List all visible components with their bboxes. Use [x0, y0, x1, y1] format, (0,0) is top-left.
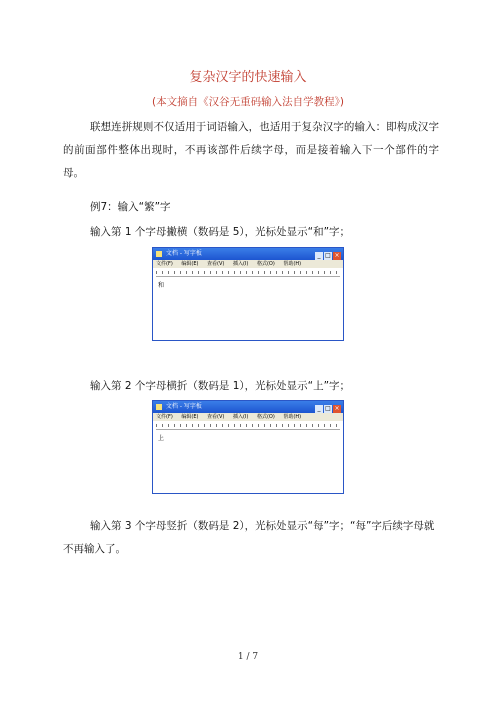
- document-subtitle: (本文摘自《汉谷无重码输入法自学教程》): [152, 96, 344, 108]
- window-title: 文档 - 写字板: [165, 403, 202, 410]
- menu-item: 格式(O): [256, 261, 275, 267]
- menu-item: 格式(O): [256, 414, 275, 420]
- step-3-text: 输入第 3 个字母竖折（数码是 2），光标处显示“每”字；“每”字后续字母就不再输入了。: [63, 520, 435, 555]
- step-2-text: 输入第 2 个字母横折（数码是 1），光标处显示“上”字；: [90, 380, 351, 392]
- wordpad-screenshot-2: [152, 400, 344, 494]
- example-label: 例7：输入“繁”字: [90, 201, 171, 213]
- menu-item: 帮助(H): [283, 414, 302, 420]
- menu-item: 编辑(E): [181, 414, 199, 420]
- wordpad-icon: [156, 404, 162, 410]
- cursor-character: 上: [158, 435, 165, 442]
- wordpad-screenshot-1: [152, 247, 344, 341]
- menu-item: 文件(F): [156, 414, 173, 420]
- menu-item: 查看(V): [207, 414, 225, 420]
- document-area: [153, 431, 343, 493]
- wordpad-icon: [156, 251, 162, 257]
- menu-item: 帮助(H): [283, 261, 302, 267]
- minimize-icon: _: [315, 405, 323, 413]
- menu-item: 查看(V): [207, 261, 225, 267]
- ruler: [156, 269, 340, 277]
- window-titlebar: [153, 248, 343, 260]
- page-number: 1 / 7: [237, 652, 259, 662]
- document-area: [153, 278, 343, 340]
- document-title: 复杂汉字的快速输入: [189, 70, 307, 85]
- maximize-icon: □: [325, 252, 331, 259]
- window-titlebar: [153, 401, 343, 413]
- close-icon: ×: [334, 405, 340, 412]
- maximize-icon: □: [325, 405, 331, 412]
- intro-paragraph: 联想连拼规则不仅适用于词语输入，也适用于复杂汉字的输入：即构成汉字的前面部件整体出现时，不再该部件后续字母，而是接着输入下一个部件的字母。: [63, 121, 439, 179]
- window-title: 文档 - 写字板: [165, 250, 202, 257]
- cursor-character: 和: [158, 282, 165, 289]
- menu-item: 插入(I): [232, 414, 249, 420]
- close-icon: ×: [334, 252, 340, 259]
- menu-item: 文件(F): [156, 261, 173, 267]
- ruler: [156, 422, 340, 430]
- menu-item: 插入(I): [232, 261, 249, 267]
- minimize-icon: _: [315, 252, 323, 260]
- menu-item: 编辑(E): [181, 261, 199, 267]
- step-1-text: 输入第 1 个字母撇横（数码是 5），光标处显示“和”字；: [90, 226, 351, 238]
